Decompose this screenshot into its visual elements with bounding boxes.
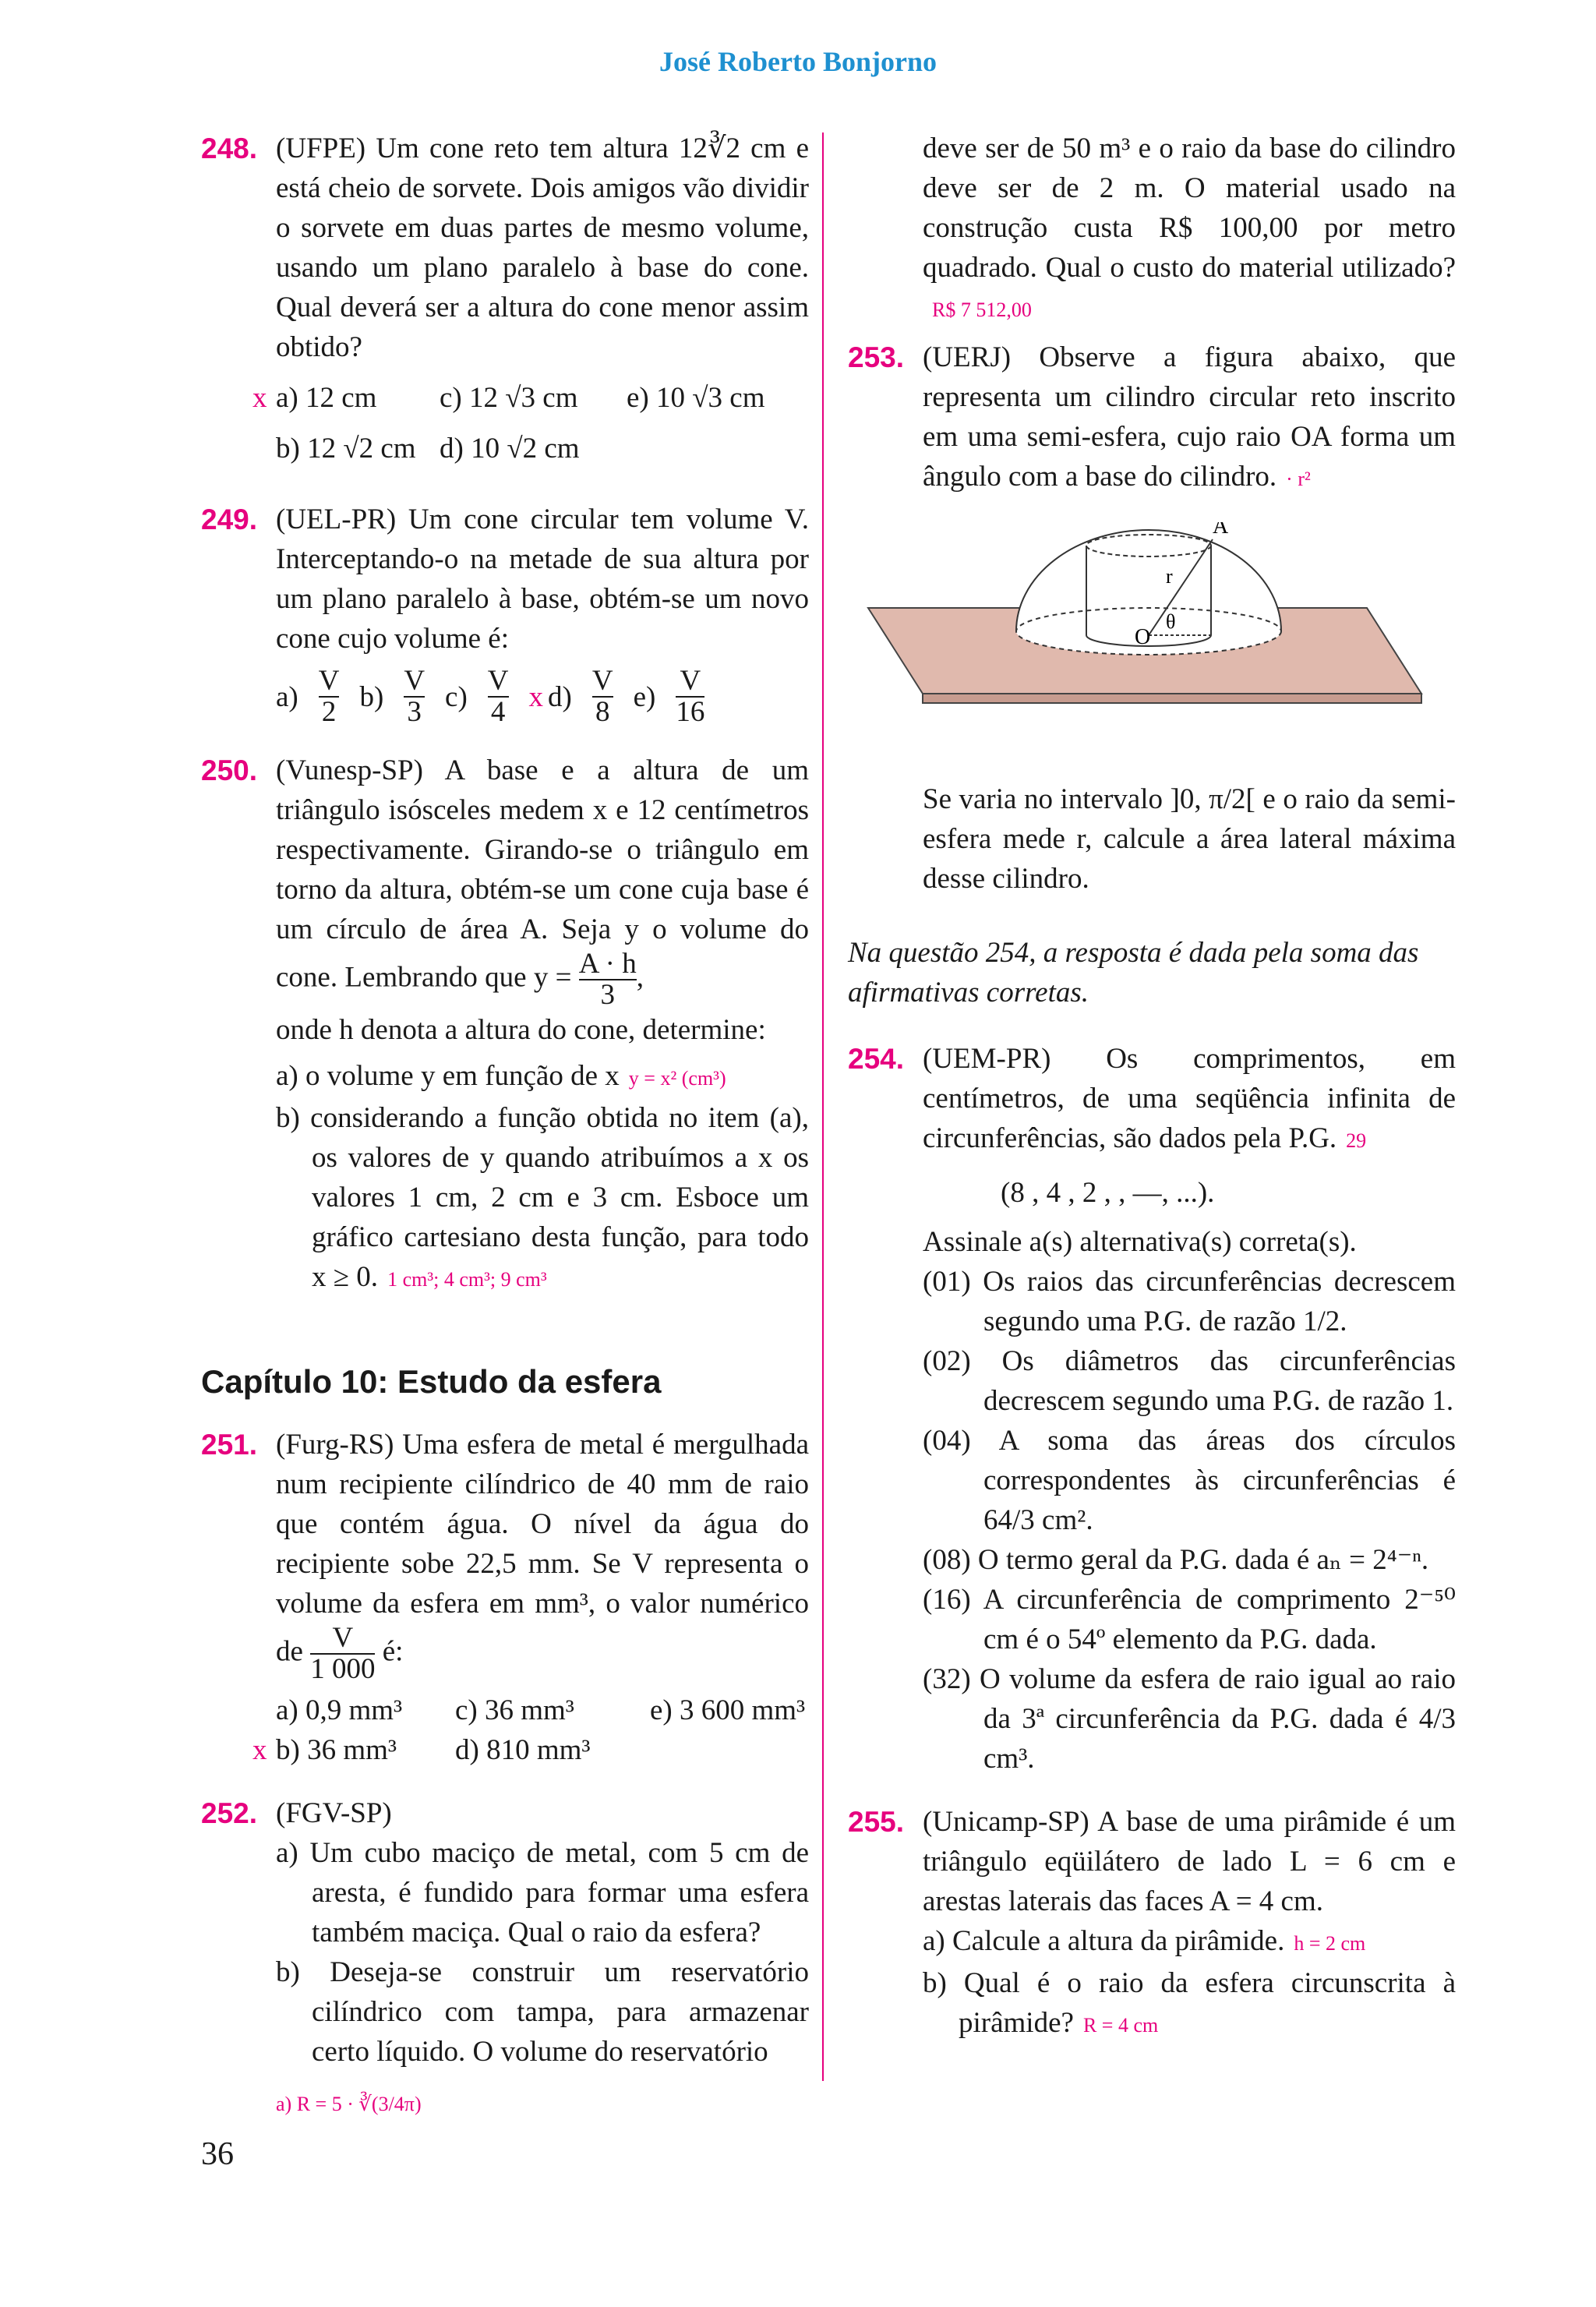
affirmative-04: (04) A soma das áreas dos círculos correspondentes às circunferências é 64/3 cm². bbox=[923, 1425, 1456, 1536]
question-number: 252. bbox=[201, 1797, 258, 1829]
question-250: 250. (Vunesp-SP) A base e a altura de um triângulo isósceles medem x e 12 centímetros respectivamente. Girando-se o triângulo em torno da altura, obtém-se um cone cuja base é um círculo de área A. Seja y o volume do cone. Lembrando que y = $\frac{A \cdot h}{3}$ , onde h denota a altura do cone, determine: a) o volume y em função de x y = x² (cm³) b) considerando a função obtida no item (a), os valores de y quando atribuímos a x os valores 1 cm, 2 cm e 3 cm. Esboce um gráfico cartesiano desta função, para todo x ≥ 0. 1 cm³; 4 cm³; 9 cm³ bbox=[201, 751, 809, 1299]
question-text: (Unicamp-SP) A base de uma pirâmide é um triângulo eqüilátero de lado L = 6 cm e arestas laterais das faces A = 4 cm. bbox=[923, 1806, 1456, 1917]
item-a: a) Calcule a altura da pirâmide. bbox=[923, 1925, 1285, 1957]
question-text: deve ser de 50 m³ e o raio da base do cilindro deve ser de 2 m. O material usado na construção custa R$ 100,00 por metro quadrado. Qual o custo do material utilizado? bbox=[923, 132, 1456, 284]
option-b-label: b) bbox=[359, 680, 384, 713]
instruction: Assinale a(s) alternativa(s) correta(s). bbox=[923, 1226, 1357, 1258]
option-d-label: d) bbox=[548, 680, 572, 713]
question-254 bbox=[848, 1039, 1456, 1779]
fraction-v-8: $\frac{V}{8}$ bbox=[591, 665, 613, 728]
option-c-label: c) bbox=[445, 680, 468, 713]
fraction-12: 12 bbox=[637, 794, 666, 826]
question-number: 248. bbox=[201, 132, 258, 164]
affirmative-16: (16) A circunferência de comprimento 2⁻⁵⁰ cm é o 54º elemento da P.G. dada. bbox=[923, 1584, 1456, 1655]
fraction-v-16: $\frac{V}{16}$ bbox=[676, 665, 705, 728]
column-divider bbox=[822, 132, 824, 2081]
answer-b: R = 4 cm bbox=[1082, 2014, 1159, 2037]
question-number: 250. bbox=[201, 754, 258, 786]
question-number: 253. bbox=[848, 341, 905, 373]
fraction-v-1000: $\frac{V}{1 000}$ bbox=[310, 1622, 376, 1685]
question-251 bbox=[201, 1425, 809, 1770]
option-b: b) 12 √2 cm bbox=[276, 433, 416, 465]
question-text-tail: é: bbox=[382, 1635, 404, 1668]
left-column bbox=[201, 129, 809, 2143]
answer-a: a) R = 5 · ∛(3/4π) bbox=[276, 2093, 422, 2115]
question-249 bbox=[201, 500, 809, 727]
question-number: 255. bbox=[848, 1806, 905, 1838]
fraction-v-4: $\frac{V}{4}$ bbox=[487, 665, 509, 728]
question-text-cont: centímetros respectivamente. Girando-se o triângulo em torno da altura, obtém-se um cone cuja base é um círculo de área A. Seja y o volume do cone. Lembrando que y = bbox=[276, 794, 810, 994]
question-text: (UERJ) Observe a figura abaixo, que representa um cilindro circular reto inscrito em uma semi-esfera, cujo raio OA forma um ângulo com a base do cilindro. bbox=[923, 341, 1456, 493]
answer-b: 1 cm³; 4 cm³; 9 cm³ bbox=[387, 1268, 547, 1291]
chapter-title: Capítulo 10: Estudo da esfera bbox=[201, 1363, 662, 1400]
option-d: d) 810 mm³ bbox=[455, 1734, 591, 1766]
affirmative-02: (02) Os diâmetros das circunferências decrescem segundo uma P.G. de razão 1. bbox=[923, 1345, 1456, 1417]
question-number: 249. bbox=[201, 503, 258, 535]
option-e: e) 10 √3 cm bbox=[627, 382, 765, 414]
option-e-label: e) bbox=[633, 680, 656, 713]
answer-mark: x bbox=[252, 1734, 267, 1766]
question-number: 254. bbox=[848, 1043, 905, 1075]
question-253 bbox=[848, 337, 1456, 899]
option-a-label: a) bbox=[276, 680, 298, 713]
option-a: a) 0,9 mm³ bbox=[276, 1694, 403, 1726]
item-b: b) Deseja-se construir um reservatório cilíndrico com tampa, para armazenar certo líquido. O volume do reservatório bbox=[276, 1956, 809, 2068]
fraction-v-3: $\frac{V}{3}$ bbox=[404, 665, 425, 728]
label-r: r bbox=[1166, 565, 1173, 588]
note-254: Na questão 254, a resposta é dada pela soma das afirmativas corretas. bbox=[848, 937, 1419, 1009]
question-number: 251. bbox=[201, 1429, 258, 1461]
question-248 bbox=[201, 129, 809, 468]
affirmative-08: (08) O termo geral da P.G. dada é aₙ = 2⁴⁻ⁿ. bbox=[923, 1544, 1429, 1576]
question-255 bbox=[848, 1802, 1456, 2045]
option-b: b) 36 mm³ bbox=[276, 1734, 397, 1766]
question-text-2: onde h denota a altura do cone, determine: bbox=[276, 1014, 766, 1046]
question-text: (Furg-RS) Uma esfera de metal é mergulhada num recipiente cilíndrico de 40 mm de raio que contém água. O nível da água do recipiente sobe 22,5 mm. Se V representa o volume da esfera em mm³, o valor numérico de bbox=[276, 1429, 809, 1668]
question-text: (FGV-SP) bbox=[276, 1797, 392, 1829]
item-b: b) considerando a função obtida no item (a), os valores de y quando atribuímos a x os valores 1 cm, 2 cm e 3 cm. Esboce um gráfico cartesiano desta função, para todo x ≥ 0. bbox=[276, 1102, 809, 1293]
answer-a: h = 2 cm bbox=[1294, 1932, 1366, 1955]
option-c: c) 36 mm³ bbox=[455, 1694, 574, 1726]
label-theta: θ bbox=[1166, 610, 1176, 633]
question-text: (UFPE) Um cone reto tem altura 12∛2 cm e está cheio de sorvete. Dois amigos vão dividir o sorvete em duas partes de mesmo volume, usando um plano paralelo à base do cone. Qual deverá ser a altura do cone menor assim obtido? bbox=[276, 132, 809, 363]
affirmative-01: (01) Os raios das circunferências decrescem segundo uma P.G. de razão 1/2. bbox=[923, 1266, 1456, 1337]
option-c: c) 12 √3 cm bbox=[440, 382, 578, 414]
item-a: a) Um cubo maciço de metal, com 5 cm de aresta, é fundido para formar uma esfera também maciça. Qual o raio da esfera? bbox=[276, 1837, 809, 1948]
hemisphere-figure bbox=[860, 522, 1437, 733]
answer-a: y = x² (cm³) bbox=[628, 1067, 726, 1090]
option-d: d) 10 √2 cm bbox=[440, 433, 580, 465]
right-column bbox=[848, 129, 1456, 2064]
cylinder-in-hemisphere-diagram bbox=[860, 522, 1437, 733]
fraction-ah-3: $\frac{A \cdot h}{3}$ bbox=[578, 948, 637, 1011]
item-a: a) o volume y em função de x bbox=[276, 1060, 620, 1092]
option-e: e) 3 600 mm³ bbox=[650, 1694, 806, 1726]
item-b: b) Qual é o raio da esfera circunscrita à pirâmide? bbox=[923, 1967, 1456, 2039]
label-a: A bbox=[1213, 522, 1229, 539]
question-252 bbox=[201, 1793, 809, 2124]
answer: · r² bbox=[1286, 468, 1311, 490]
sequence: (8 , 4 , 2 , , —, ...). bbox=[1001, 1177, 1215, 1209]
page-number: 36 bbox=[201, 2136, 234, 2172]
question-252-continued bbox=[848, 129, 1456, 330]
answer-mark: x bbox=[528, 680, 544, 713]
affirmative-32: (32) O volume da esfera de raio igual ao raio da 3ª circunferência da P.G. dada é 4/3 cm³. bbox=[923, 1663, 1456, 1775]
answer-b: R$ 7 512,00 bbox=[932, 299, 1032, 321]
option-a: a) 12 cm bbox=[276, 382, 377, 414]
header-author: José Roberto Bonjorno bbox=[659, 46, 937, 77]
question-text: (UEM-PR) Os comprimentos, em centímetros, de uma seqüência infinita de circunferências, são dados pela P.G. bbox=[923, 1043, 1456, 1154]
label-o: O bbox=[1135, 625, 1151, 649]
question-text: (Vunesp-SP) A base e a altura de um triângulo isósceles medem x e bbox=[276, 754, 809, 826]
question-text-2: Se varia no intervalo ]0, π/2[ e o raio da semi-esfera mede r, calcule a área lateral máxima desse cilindro. bbox=[923, 783, 1456, 895]
question-text: (UEL-PR) Um cone circular tem volume V. Interceptando-o na metade de sua altura por um plano paralelo à base, obtém-se um novo cone cujo volume é: bbox=[276, 503, 809, 655]
fraction-v-2: $\frac{V}{2}$ bbox=[318, 665, 340, 728]
answer-mark: x bbox=[252, 382, 267, 414]
answer: 29 bbox=[1346, 1129, 1367, 1152]
